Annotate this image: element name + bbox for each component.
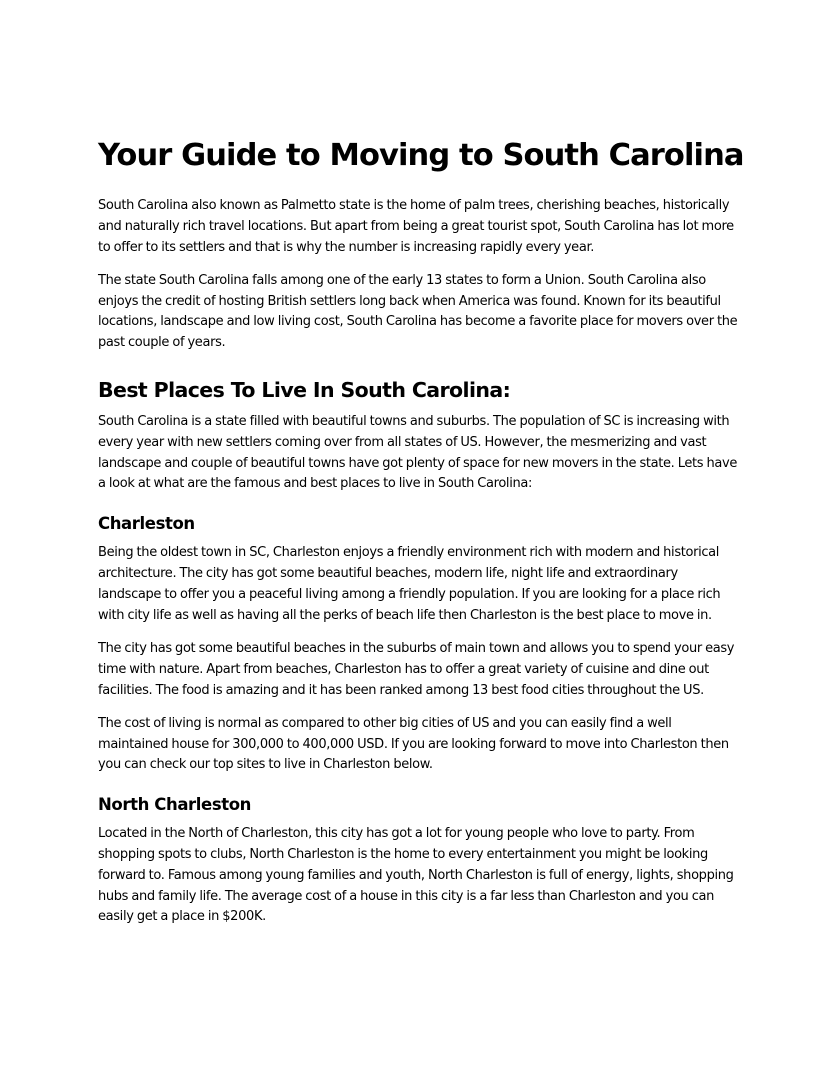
intro-paragraph-1: South Carolina also known as Palmetto state is the home of palm trees, cherishing beaches, historically and naturally rich travel locations. But apart from being a great tourist spot, South Carolina has lot more to offer to its settlers and that is why the number is increasing rapidly every year.	[98, 198, 734, 255]
charleston-paragraph-1: Being the oldest town in SC, Charleston enjoys a friendly environment rich with modern and historical architecture. The city has got some beautiful beaches, modern life, night life and extraordinary landscape to offer you a peaceful living among a friendly population. If you are looking for a place rich with city life as well as having all the perks of beach life then Charleston is the best place to move in.	[98, 545, 721, 623]
document-page	[98, 137, 744, 941]
best-places-paragraph: South Carolina is a state filled with beautiful towns and suburbs. The population of SC is increasing with every year with new settlers coming over from all states of US. However, the mesmerizing and vast landscape and couple of beautiful towns have got plenty of space for new movers in the state. Lets have a look at what are the famous and best places to live in South Carolina:	[98, 414, 737, 492]
north-charleston-paragraph: Located in the North of Charleston, this city has got a lot for young people who love to party. From shopping spots to clubs, North Charleston is the home to every entertainment you might be looking forward to. Famous among young families and youth, North Charleston is full of energy, lights, shopping hubs and family life. The average cost of a house in this city is a far less than Charleston and you can easily get a place in $200K.	[98, 826, 734, 925]
north-charleston-heading: North Charleston	[98, 795, 252, 815]
best-places-heading: Best Places To Live In South Carolina:	[98, 378, 511, 403]
charleston-paragraph-2: The city has got some beautiful beaches in the suburbs of main town and allows you to spend your easy time with nature. Apart from beaches, Charleston has to offer a great variety of cuisine and dine out facilities. The food is amazing and it has been ranked among 13 best food cities throughout the US.	[98, 640, 735, 698]
charleston-paragraph-3: The cost of living is normal as compared to other big cities of US and you can easily find a well maintained house for 300,000 to 400,000 USD. If you are looking forward to move into Charleston then you can check our top sites to live in Charleston below.	[98, 715, 729, 773]
charleston-heading: Charleston	[98, 514, 195, 534]
intro-paragraph-2: The state South Carolina falls among one of the early 13 states to form a Union. South Carolina also enjoys the credit of hosting British settlers long back when America was found. Known for its beautiful locations, landscape and low living cost, South Carolina has become a favorite place for movers over the past couple of years.	[98, 272, 738, 351]
page-title: Your Guide to Moving to South Carolina	[98, 138, 744, 173]
